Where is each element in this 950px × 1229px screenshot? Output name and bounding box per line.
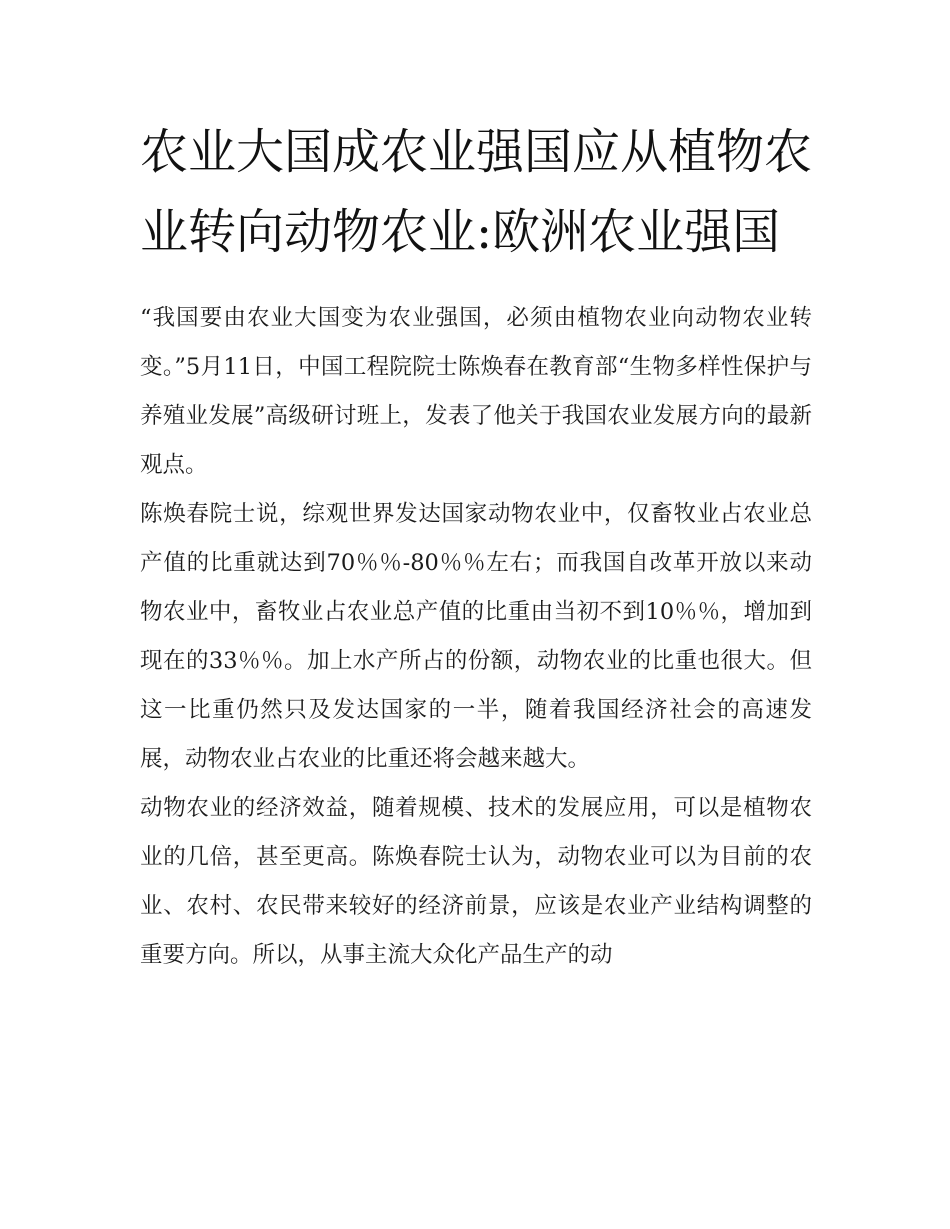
paragraph-intro-quote: “我国要由农业大国变为农业强国，必须由植物农业向动物农业转变。”5月11日，中国工程院院士陈焕春在教育部“生物多样性保护与养殖业发展”高级研讨班上，发表了他关于我国农业发展方向的最新观点。 — [140, 305, 812, 478]
document-body — [140, 294, 812, 980]
paragraph-economic-benefit: 动物农业的经济效益，随着规模、技术的发展应用，可以是植物农业的几倍，甚至更高。陈焕春院士认为，动物农业可以为目前的农业、农村、农民带来较好的经济前景，应该是农业产业结构调整的重要方向。所以，从事主流大众化产品生产的动 — [140, 795, 812, 968]
document-title: 农业大国成农业强国应从植物农业转向动物农业:欧洲农业强国 — [140, 124, 813, 260]
document-page — [140, 112, 812, 980]
paragraph-livestock-share: 陈焕春院士说，综观世界发达国家动物农业中，仅畜牧业占农业总产值的比重就达到70％％-80％％左右；而我国自改革开放以来动物农业中，畜牧业占农业总产值的比重由当初不到10％％，增加到现在的33％％。加上水产所占的份额，动物农业的比重也很大。但这一比重仍然只及发达国家的一半，随着我国经济社会的高速发展，动物农业占农业的比重还将会越来越大。 — [140, 501, 812, 772]
